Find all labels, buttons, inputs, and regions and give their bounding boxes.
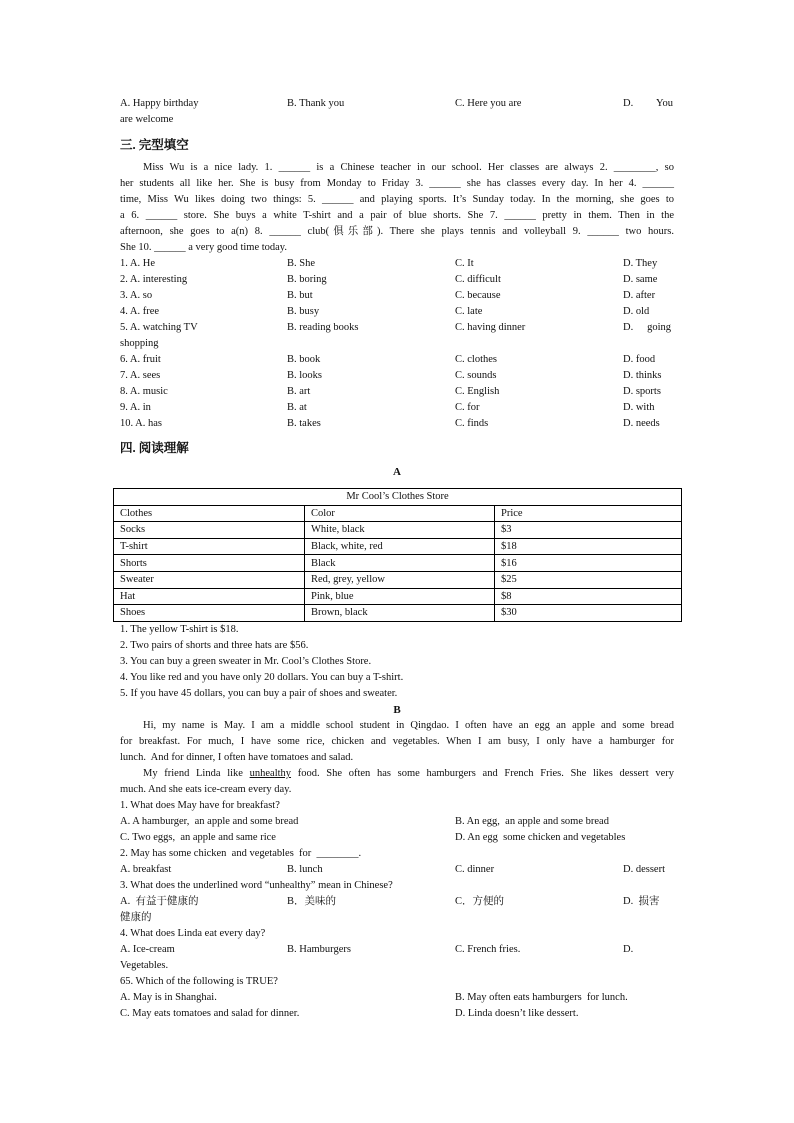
cell-price: $25 xyxy=(495,571,682,588)
cloze-option-d: D. food xyxy=(623,354,656,365)
cloze-option-d: D. same xyxy=(623,274,658,285)
column-header-price: Price xyxy=(495,505,682,522)
clothes-store-table xyxy=(113,488,682,622)
passage-b-label: B xyxy=(393,704,401,716)
cloze-passage-line: her students all like her. She is busy from Monday to Friday 3. ______ she has classes every day. In her 4. ______ xyxy=(120,178,674,189)
cell-price: $30 xyxy=(495,605,682,622)
cloze-option-a: 9. A. in xyxy=(120,402,151,413)
underlined-word: unhealthy xyxy=(249,768,292,779)
cloze-option-d: D. needs xyxy=(623,418,660,429)
question-option-c: C．方便的 xyxy=(455,896,505,907)
cloze-option-c: C. English xyxy=(455,386,500,397)
cloze-option-b: B. book xyxy=(287,354,321,365)
question-option-d: D. An egg some chicken and vegetables xyxy=(455,832,626,843)
cloze-option-a: 8. A. music xyxy=(120,386,168,397)
statement: 5. If you have 45 dollars, you can buy a pair of shoes and sweater. xyxy=(120,688,398,699)
reading-heading: 四. 阅读理解 xyxy=(120,441,189,455)
cloze-option-b: B. but xyxy=(287,290,313,301)
cloze-option-b: B. boring xyxy=(287,274,327,285)
question-option-c: C. Two eggs, an apple and same rice xyxy=(120,832,276,843)
cloze-option-d: D. They xyxy=(623,258,658,269)
statement: 1. The yellow T-shirt is $18. xyxy=(120,624,239,635)
prev-option-d: D. You xyxy=(623,98,673,109)
question-option-a: A. Ice-cream xyxy=(120,944,175,955)
cloze-option-d-continued: shopping xyxy=(120,338,159,349)
question-option-b: B．美味的 xyxy=(287,896,337,907)
cell-clothes: Socks xyxy=(114,522,305,539)
question-stem: 3. What does the underlined word “unhealthy” mean in Chinese? xyxy=(120,880,393,891)
cell-color: Black, white, red xyxy=(305,538,495,555)
question-stem: 1. What does May have for breakfast? xyxy=(120,800,280,811)
text-segment: food. She often has some hamburgers and French Fries. She likes dessert very xyxy=(291,768,674,779)
prev-option-d-continued: are welcome xyxy=(120,114,174,125)
table-row xyxy=(114,588,682,605)
table-title: Mr Cool’s Clothes Store xyxy=(114,489,682,506)
cloze-option-b: B. looks xyxy=(287,370,323,381)
question-option-d: D. Linda doesn’t like dessert. xyxy=(455,1008,579,1019)
table-row xyxy=(114,538,682,555)
question-stem: 2. May has some chicken and vegetables for ________. xyxy=(120,848,362,859)
passage-b-line: for breakfast. For much, I have some rice, chicken and vegetables. When I am busy, I only have a hamburger for xyxy=(120,736,674,747)
question-option-d: D. dessert xyxy=(623,864,665,875)
cloze-passage-line: time, Miss Wu likes doing two things: 5. ______ and playing sports. It’s Sunday today. In the morning, she goes to xyxy=(120,194,674,205)
cloze-option-a: 5. A. watching TV xyxy=(120,322,198,333)
text-segment: My friend Linda like xyxy=(143,768,250,779)
prev-option-c: C. Here you are xyxy=(455,98,522,109)
table-row xyxy=(114,555,682,572)
cell-price: $18 xyxy=(495,538,682,555)
question-option-a: A. 有益于健康的 xyxy=(120,896,199,907)
cell-color: Red, grey, yellow xyxy=(305,571,495,588)
cloze-option-a: 2. A. interesting xyxy=(120,274,188,285)
question-option-b: B. An egg, an apple and some bread xyxy=(455,816,609,827)
table-header-row xyxy=(114,505,682,522)
question-option-b: B. lunch xyxy=(287,864,323,875)
question-option-b: B. May often eats hamburgers for lunch. xyxy=(455,992,628,1003)
table-row xyxy=(114,522,682,539)
cloze-option-a: 7. A. sees xyxy=(120,370,161,381)
cloze-option-d: D. thinks xyxy=(623,370,662,381)
passage-a-label: A xyxy=(393,466,401,478)
cloze-option-d: D. sports xyxy=(623,386,661,397)
cloze-option-b: B. reading books xyxy=(287,322,359,333)
cloze-option-c: C. difficult xyxy=(455,274,501,285)
cell-clothes: T-shirt xyxy=(114,538,305,555)
cell-price: $16 xyxy=(495,555,682,572)
cloze-passage-line: She 10. ______ a very good time today. xyxy=(120,242,288,253)
cloze-option-b: B. at xyxy=(287,402,307,413)
cell-clothes: Shorts xyxy=(114,555,305,572)
cloze-option-c: C. clothes xyxy=(455,354,497,365)
question-option-d-continued: 健康的 xyxy=(120,912,152,923)
table-row xyxy=(114,571,682,588)
cloze-option-a: 4. A. free xyxy=(120,306,160,317)
passage-b-line: much. And she eats ice-cream every day. xyxy=(120,784,292,795)
cloze-option-c: C. for xyxy=(455,402,480,413)
cloze-option-d: D. with xyxy=(623,402,655,413)
cloze-option-a: 3. A. so xyxy=(120,290,153,301)
statement: 4. You like red and you have only 20 dollars. You can buy a T-shirt. xyxy=(120,672,404,683)
passage-b-line: lunch. And for dinner, I often have tomatoes and salad. xyxy=(120,752,354,763)
question-option-a: A. breakfast xyxy=(120,864,172,875)
cell-clothes: Hat xyxy=(114,588,305,605)
question-option-b: B. Hamburgers xyxy=(287,944,351,955)
cloze-option-c: C. having dinner xyxy=(455,322,526,333)
cell-price: $3 xyxy=(495,522,682,539)
cell-color: Black xyxy=(305,555,495,572)
question-option-d: D. 损害 xyxy=(623,896,660,907)
cloze-option-c: C. finds xyxy=(455,418,489,429)
cloze-option-b: B. takes xyxy=(287,418,321,429)
cloze-option-c: C. It xyxy=(455,258,474,269)
question-stem: 65. Which of the following is TRUE? xyxy=(120,976,278,987)
question-option-c: C. French fries. xyxy=(455,944,521,955)
prev-option-a: A. Happy birthday xyxy=(120,98,199,109)
cell-price: $8 xyxy=(495,588,682,605)
cloze-option-a: 6. A. fruit xyxy=(120,354,161,365)
column-header-clothes: Clothes xyxy=(114,505,305,522)
cloze-option-a: 10. A. has xyxy=(120,418,162,429)
cloze-option-b: B. art xyxy=(287,386,311,397)
cloze-option-d: D. after xyxy=(623,290,656,301)
cell-color: Pink, blue xyxy=(305,588,495,605)
cloze-option-c: C. because xyxy=(455,290,501,301)
cloze-option-c: C. late xyxy=(455,306,483,317)
question-option-a: A. A hamburger, an apple and some bread xyxy=(120,816,299,827)
passage-b-line: Hi, my name is May. I am a middle school student in Qingdao. I often have an egg an apple and some bread xyxy=(143,720,674,731)
cloze-passage-line: Miss Wu is a nice lady. 1. ______ is a Chinese teacher in our school. Her classes are always 2. ________, so xyxy=(143,162,674,173)
statement: 3. You can buy a green sweater in Mr. Cool’s Clothes Store. xyxy=(120,656,372,667)
question-option-d-continued: Vegetables. xyxy=(120,960,169,971)
cloze-heading: 三. 完型填空 xyxy=(120,138,189,152)
cloze-passage-line: a 6. ______ store. She buys a white T-shirt and a pair of blue shorts. She 7. ______ pretty in them. Then in the xyxy=(120,210,674,221)
cloze-option-d: D. going xyxy=(623,322,671,333)
cell-color: White, black xyxy=(305,522,495,539)
cell-clothes: Shoes xyxy=(114,605,305,622)
question-stem: 4. What does Linda eat every day? xyxy=(120,928,266,939)
question-option-c: C. May eats tomatoes and salad for dinner. xyxy=(120,1008,300,1019)
table-title-row xyxy=(114,489,682,506)
table-row xyxy=(114,605,682,622)
cloze-option-c: C. sounds xyxy=(455,370,497,381)
column-header-color: Color xyxy=(305,505,495,522)
question-option-c: C. dinner xyxy=(455,864,495,875)
prev-option-b: B. Thank you xyxy=(287,98,345,109)
question-option-a: A. May is in Shanghai. xyxy=(120,992,217,1003)
cloze-option-d: D. old xyxy=(623,306,650,317)
cloze-passage-line: afternoon, she goes to a(n) 8. ______ club(俱乐部). There she plays tennis and volleyball 9. ______ two hours. xyxy=(120,226,674,237)
cell-clothes: Sweater xyxy=(114,571,305,588)
cloze-option-b: B. She xyxy=(287,258,316,269)
statement: 2. Two pairs of shorts and three hats are $56. xyxy=(120,640,309,651)
question-option-d: D. xyxy=(623,944,634,955)
cell-color: Brown, black xyxy=(305,605,495,622)
passage-b-line xyxy=(143,766,674,782)
cloze-option-a: 1. A. He xyxy=(120,258,155,269)
cloze-option-b: B. busy xyxy=(287,306,320,317)
